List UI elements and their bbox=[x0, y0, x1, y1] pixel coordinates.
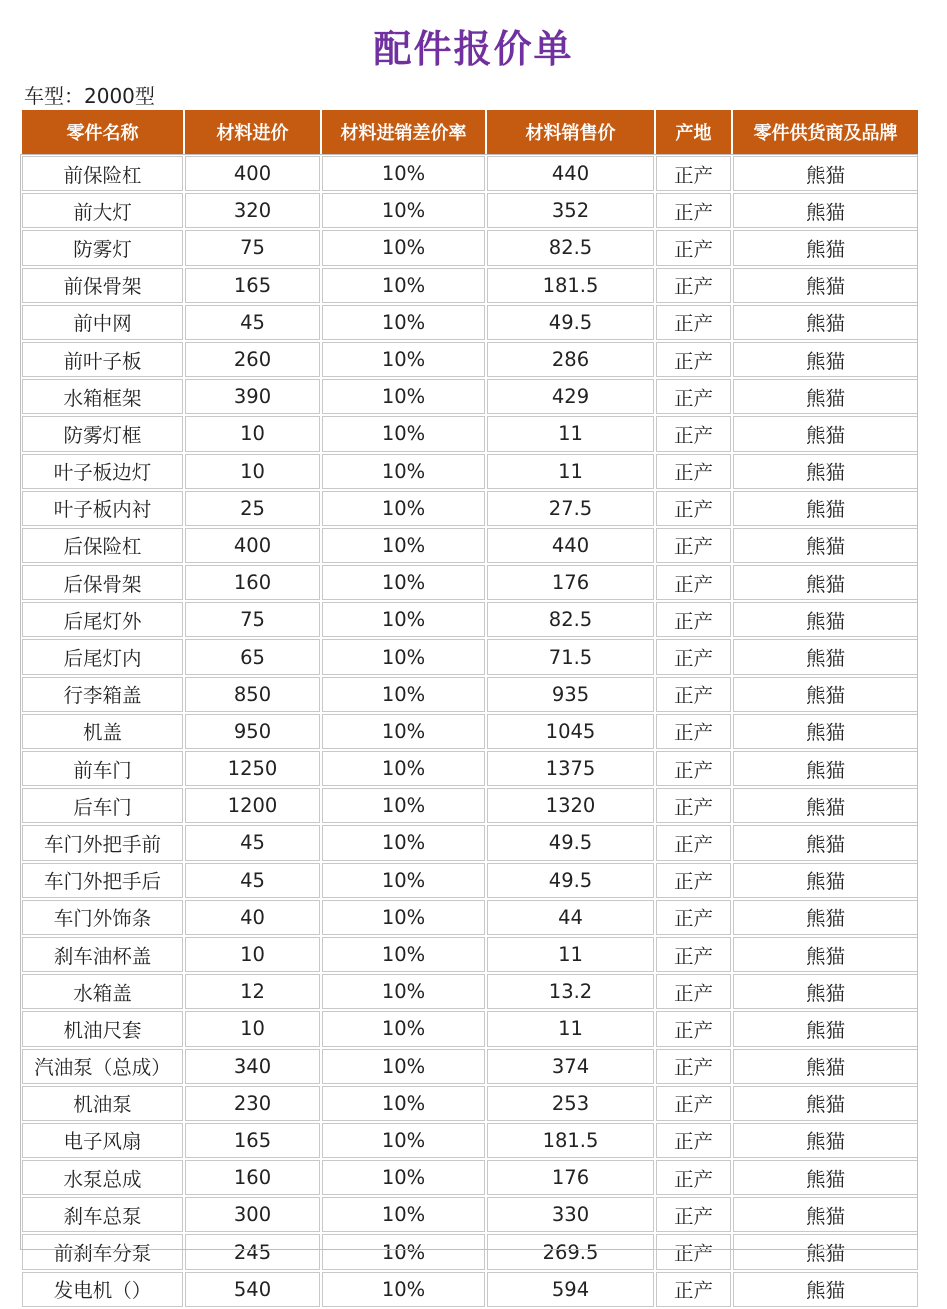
part-name-cell: 前保险杠 bbox=[22, 156, 183, 191]
supplier-brand-cell: 熊猫 bbox=[733, 900, 918, 935]
supplier-brand-cell: 熊猫 bbox=[733, 751, 918, 786]
car-model-label: 车型：2000型 bbox=[24, 84, 155, 108]
sale-price-cell: 1045 bbox=[487, 714, 654, 749]
table-row bbox=[22, 528, 918, 563]
column-header-supplier-brand: 零件供货商及品牌 bbox=[733, 110, 918, 154]
purchase-price-cell: 45 bbox=[185, 305, 320, 340]
column-header-sale-price: 材料销售价 bbox=[487, 110, 654, 154]
origin-cell: 正产 bbox=[656, 863, 731, 898]
origin-cell: 正产 bbox=[656, 342, 731, 377]
sale-price-cell: 429 bbox=[487, 379, 654, 414]
supplier-brand-cell: 熊猫 bbox=[733, 416, 918, 451]
markup-rate-cell: 10% bbox=[322, 1123, 485, 1158]
markup-rate-cell: 10% bbox=[322, 1011, 485, 1046]
markup-rate-cell: 10% bbox=[322, 193, 485, 228]
origin-cell: 正产 bbox=[656, 1160, 731, 1195]
purchase-price-cell: 12 bbox=[185, 974, 320, 1009]
sale-price-cell: 440 bbox=[487, 156, 654, 191]
table-row bbox=[22, 1049, 918, 1084]
part-name-cell: 车门外把手后 bbox=[22, 863, 183, 898]
part-name-cell: 后车门 bbox=[22, 788, 183, 823]
part-name-cell: 前车门 bbox=[22, 751, 183, 786]
markup-rate-cell: 10% bbox=[322, 937, 485, 972]
part-name-cell: 后尾灯内 bbox=[22, 639, 183, 674]
sale-price-cell: 11 bbox=[487, 937, 654, 972]
table-row bbox=[22, 379, 918, 414]
origin-cell: 正产 bbox=[656, 1272, 731, 1307]
markup-rate-cell: 10% bbox=[322, 230, 485, 265]
origin-cell: 正产 bbox=[656, 528, 731, 563]
markup-rate-cell: 10% bbox=[322, 825, 485, 860]
part-name-cell: 刹车总泵 bbox=[22, 1197, 183, 1232]
table-row bbox=[22, 788, 918, 823]
sale-price-cell: 176 bbox=[487, 1160, 654, 1195]
part-name-cell: 水泵总成 bbox=[22, 1160, 183, 1195]
table-row bbox=[22, 491, 918, 526]
table-row bbox=[22, 602, 918, 637]
origin-cell: 正产 bbox=[656, 305, 731, 340]
column-header-markup-rate: 材料进销差价率 bbox=[322, 110, 485, 154]
supplier-brand-cell: 熊猫 bbox=[733, 863, 918, 898]
supplier-brand-cell: 熊猫 bbox=[733, 1272, 918, 1307]
purchase-price-cell: 65 bbox=[185, 639, 320, 674]
origin-cell: 正产 bbox=[656, 1197, 731, 1232]
origin-cell: 正产 bbox=[656, 193, 731, 228]
sale-price-cell: 82.5 bbox=[487, 602, 654, 637]
sale-price-cell: 49.5 bbox=[487, 863, 654, 898]
origin-cell: 正产 bbox=[656, 788, 731, 823]
origin-cell: 正产 bbox=[656, 156, 731, 191]
table-row bbox=[22, 1160, 918, 1195]
part-name-cell: 电子风扇 bbox=[22, 1123, 183, 1158]
sale-price-cell: 594 bbox=[487, 1272, 654, 1307]
table-row bbox=[22, 937, 918, 972]
purchase-price-cell: 45 bbox=[185, 825, 320, 860]
markup-rate-cell: 10% bbox=[322, 342, 485, 377]
supplier-brand-cell: 熊猫 bbox=[733, 379, 918, 414]
origin-cell: 正产 bbox=[656, 379, 731, 414]
markup-rate-cell: 10% bbox=[322, 677, 485, 712]
part-name-cell: 叶子板内衬 bbox=[22, 491, 183, 526]
table-row bbox=[22, 974, 918, 1009]
table-row bbox=[22, 193, 918, 228]
sale-price-cell: 330 bbox=[487, 1197, 654, 1232]
markup-rate-cell: 10% bbox=[322, 1234, 485, 1269]
sale-price-cell: 181.5 bbox=[487, 268, 654, 303]
origin-cell: 正产 bbox=[656, 268, 731, 303]
table-row bbox=[22, 1011, 918, 1046]
supplier-brand-cell: 熊猫 bbox=[733, 268, 918, 303]
supplier-brand-cell: 熊猫 bbox=[733, 974, 918, 1009]
origin-cell: 正产 bbox=[656, 1123, 731, 1158]
part-name-cell: 汽油泵（总成） bbox=[22, 1049, 183, 1084]
table-row bbox=[22, 268, 918, 303]
part-name-cell: 前保骨架 bbox=[22, 268, 183, 303]
table-row bbox=[22, 1123, 918, 1158]
purchase-price-cell: 390 bbox=[185, 379, 320, 414]
supplier-brand-cell: 熊猫 bbox=[733, 825, 918, 860]
purchase-price-cell: 320 bbox=[185, 193, 320, 228]
table-row bbox=[22, 305, 918, 340]
table-row bbox=[22, 1234, 918, 1269]
table-row bbox=[22, 342, 918, 377]
origin-cell: 正产 bbox=[656, 639, 731, 674]
origin-cell: 正产 bbox=[656, 454, 731, 489]
table-row bbox=[22, 230, 918, 265]
supplier-brand-cell: 熊猫 bbox=[733, 1197, 918, 1232]
markup-rate-cell: 10% bbox=[322, 1049, 485, 1084]
purchase-price-cell: 340 bbox=[185, 1049, 320, 1084]
markup-rate-cell: 10% bbox=[322, 305, 485, 340]
origin-cell: 正产 bbox=[656, 937, 731, 972]
table-row bbox=[22, 639, 918, 674]
part-name-cell: 前叶子板 bbox=[22, 342, 183, 377]
origin-cell: 正产 bbox=[656, 1234, 731, 1269]
part-name-cell: 前大灯 bbox=[22, 193, 183, 228]
part-name-cell: 行李箱盖 bbox=[22, 677, 183, 712]
markup-rate-cell: 10% bbox=[322, 268, 485, 303]
markup-rate-cell: 10% bbox=[322, 751, 485, 786]
table-row bbox=[22, 416, 918, 451]
supplier-brand-cell: 熊猫 bbox=[733, 193, 918, 228]
supplier-brand-cell: 熊猫 bbox=[733, 454, 918, 489]
part-name-cell: 水箱盖 bbox=[22, 974, 183, 1009]
supplier-brand-cell: 熊猫 bbox=[733, 156, 918, 191]
sale-price-cell: 176 bbox=[487, 565, 654, 600]
purchase-price-cell: 160 bbox=[185, 565, 320, 600]
markup-rate-cell: 10% bbox=[322, 1160, 485, 1195]
sale-price-cell: 49.5 bbox=[487, 305, 654, 340]
purchase-price-cell: 165 bbox=[185, 1123, 320, 1158]
purchase-price-cell: 75 bbox=[185, 602, 320, 637]
origin-cell: 正产 bbox=[656, 565, 731, 600]
origin-cell: 正产 bbox=[656, 900, 731, 935]
supplier-brand-cell: 熊猫 bbox=[733, 305, 918, 340]
supplier-brand-cell: 熊猫 bbox=[733, 528, 918, 563]
markup-rate-cell: 10% bbox=[322, 565, 485, 600]
purchase-price-cell: 1200 bbox=[185, 788, 320, 823]
purchase-price-cell: 245 bbox=[185, 1234, 320, 1269]
page-title: 配件报价单 bbox=[373, 27, 574, 71]
sale-price-cell: 440 bbox=[487, 528, 654, 563]
sale-price-cell: 269.5 bbox=[487, 1234, 654, 1269]
part-name-cell: 刹车油杯盖 bbox=[22, 937, 183, 972]
supplier-brand-cell: 熊猫 bbox=[733, 677, 918, 712]
markup-rate-cell: 10% bbox=[322, 788, 485, 823]
sale-price-cell: 253 bbox=[487, 1086, 654, 1121]
origin-cell: 正产 bbox=[656, 714, 731, 749]
table-row bbox=[22, 751, 918, 786]
origin-cell: 正产 bbox=[656, 1086, 731, 1121]
supplier-brand-cell: 熊猫 bbox=[733, 1234, 918, 1269]
part-name-cell: 后保险杠 bbox=[22, 528, 183, 563]
origin-cell: 正产 bbox=[656, 230, 731, 265]
supplier-brand-cell: 熊猫 bbox=[733, 1160, 918, 1195]
purchase-price-cell: 950 bbox=[185, 714, 320, 749]
part-name-cell: 车门外把手前 bbox=[22, 825, 183, 860]
table-row bbox=[22, 1197, 918, 1232]
origin-cell: 正产 bbox=[656, 974, 731, 1009]
origin-cell: 正产 bbox=[656, 602, 731, 637]
part-name-cell: 叶子板边灯 bbox=[22, 454, 183, 489]
table-row bbox=[22, 565, 918, 600]
markup-rate-cell: 10% bbox=[322, 454, 485, 489]
part-name-cell: 车门外饰条 bbox=[22, 900, 183, 935]
sale-price-cell: 11 bbox=[487, 1011, 654, 1046]
markup-rate-cell: 10% bbox=[322, 639, 485, 674]
markup-rate-cell: 10% bbox=[322, 602, 485, 637]
supplier-brand-cell: 熊猫 bbox=[733, 230, 918, 265]
supplier-brand-cell: 熊猫 bbox=[733, 491, 918, 526]
origin-cell: 正产 bbox=[656, 825, 731, 860]
supplier-brand-cell: 熊猫 bbox=[733, 639, 918, 674]
markup-rate-cell: 10% bbox=[322, 1197, 485, 1232]
sale-price-cell: 935 bbox=[487, 677, 654, 712]
origin-cell: 正产 bbox=[656, 491, 731, 526]
sale-price-cell: 352 bbox=[487, 193, 654, 228]
supplier-brand-cell: 熊猫 bbox=[733, 714, 918, 749]
sale-price-cell: 82.5 bbox=[487, 230, 654, 265]
column-header-purchase-price: 材料进价 bbox=[185, 110, 320, 154]
part-name-cell: 机油泵 bbox=[22, 1086, 183, 1121]
supplier-brand-cell: 熊猫 bbox=[733, 1123, 918, 1158]
supplier-brand-cell: 熊猫 bbox=[733, 937, 918, 972]
table-header-row bbox=[22, 110, 918, 154]
sale-price-cell: 13.2 bbox=[487, 974, 654, 1009]
purchase-price-cell: 75 bbox=[185, 230, 320, 265]
supplier-brand-cell: 熊猫 bbox=[733, 565, 918, 600]
purchase-price-cell: 10 bbox=[185, 416, 320, 451]
markup-rate-cell: 10% bbox=[322, 714, 485, 749]
part-name-cell: 机油尺套 bbox=[22, 1011, 183, 1046]
sale-price-cell: 44 bbox=[487, 900, 654, 935]
origin-cell: 正产 bbox=[656, 677, 731, 712]
part-name-cell: 后保骨架 bbox=[22, 565, 183, 600]
part-name-cell: 防雾灯 bbox=[22, 230, 183, 265]
markup-rate-cell: 10% bbox=[322, 528, 485, 563]
purchase-price-cell: 400 bbox=[185, 528, 320, 563]
column-header-part-name: 零件名称 bbox=[22, 110, 183, 154]
sale-price-cell: 1320 bbox=[487, 788, 654, 823]
sale-price-cell: 11 bbox=[487, 454, 654, 489]
markup-rate-cell: 10% bbox=[322, 863, 485, 898]
markup-rate-cell: 10% bbox=[322, 1272, 485, 1307]
table-row bbox=[22, 1086, 918, 1121]
purchase-price-cell: 850 bbox=[185, 677, 320, 712]
origin-cell: 正产 bbox=[656, 1049, 731, 1084]
purchase-price-cell: 10 bbox=[185, 1011, 320, 1046]
sale-price-cell: 71.5 bbox=[487, 639, 654, 674]
purchase-price-cell: 160 bbox=[185, 1160, 320, 1195]
purchase-price-cell: 230 bbox=[185, 1086, 320, 1121]
table-row bbox=[22, 825, 918, 860]
sale-price-cell: 49.5 bbox=[487, 825, 654, 860]
supplier-brand-cell: 熊猫 bbox=[733, 1011, 918, 1046]
part-name-cell: 前刹车分泵 bbox=[22, 1234, 183, 1269]
part-name-cell: 防雾灯框 bbox=[22, 416, 183, 451]
sale-price-cell: 27.5 bbox=[487, 491, 654, 526]
purchase-price-cell: 300 bbox=[185, 1197, 320, 1232]
table-row bbox=[22, 900, 918, 935]
table-row bbox=[22, 714, 918, 749]
markup-rate-cell: 10% bbox=[322, 156, 485, 191]
part-name-cell: 发电机（） bbox=[22, 1272, 183, 1307]
quote-table bbox=[20, 108, 920, 1309]
purchase-price-cell: 400 bbox=[185, 156, 320, 191]
markup-rate-cell: 10% bbox=[322, 416, 485, 451]
purchase-price-cell: 1250 bbox=[185, 751, 320, 786]
markup-rate-cell: 10% bbox=[322, 900, 485, 935]
supplier-brand-cell: 熊猫 bbox=[733, 1049, 918, 1084]
markup-rate-cell: 10% bbox=[322, 1086, 485, 1121]
purchase-price-cell: 25 bbox=[185, 491, 320, 526]
sale-price-cell: 181.5 bbox=[487, 1123, 654, 1158]
supplier-brand-cell: 熊猫 bbox=[733, 788, 918, 823]
column-header-origin: 产地 bbox=[656, 110, 731, 154]
markup-rate-cell: 10% bbox=[322, 379, 485, 414]
part-name-cell: 水箱框架 bbox=[22, 379, 183, 414]
supplier-brand-cell: 熊猫 bbox=[733, 1086, 918, 1121]
sale-price-cell: 1375 bbox=[487, 751, 654, 786]
sale-price-cell: 374 bbox=[487, 1049, 654, 1084]
part-name-cell: 前中网 bbox=[22, 305, 183, 340]
purchase-price-cell: 540 bbox=[185, 1272, 320, 1307]
origin-cell: 正产 bbox=[656, 751, 731, 786]
markup-rate-cell: 10% bbox=[322, 974, 485, 1009]
supplier-brand-cell: 熊猫 bbox=[733, 602, 918, 637]
table-row bbox=[22, 454, 918, 489]
purchase-price-cell: 10 bbox=[185, 454, 320, 489]
part-name-cell: 机盖 bbox=[22, 714, 183, 749]
table-body bbox=[22, 156, 918, 1307]
table-row bbox=[22, 677, 918, 712]
origin-cell: 正产 bbox=[656, 416, 731, 451]
table-row bbox=[22, 156, 918, 191]
purchase-price-cell: 45 bbox=[185, 863, 320, 898]
purchase-price-cell: 165 bbox=[185, 268, 320, 303]
markup-rate-cell: 10% bbox=[322, 491, 485, 526]
purchase-price-cell: 40 bbox=[185, 900, 320, 935]
table-row bbox=[22, 863, 918, 898]
origin-cell: 正产 bbox=[656, 1011, 731, 1046]
sale-price-cell: 286 bbox=[487, 342, 654, 377]
purchase-price-cell: 10 bbox=[185, 937, 320, 972]
part-name-cell: 后尾灯外 bbox=[22, 602, 183, 637]
supplier-brand-cell: 熊猫 bbox=[733, 342, 918, 377]
sale-price-cell: 11 bbox=[487, 416, 654, 451]
purchase-price-cell: 260 bbox=[185, 342, 320, 377]
